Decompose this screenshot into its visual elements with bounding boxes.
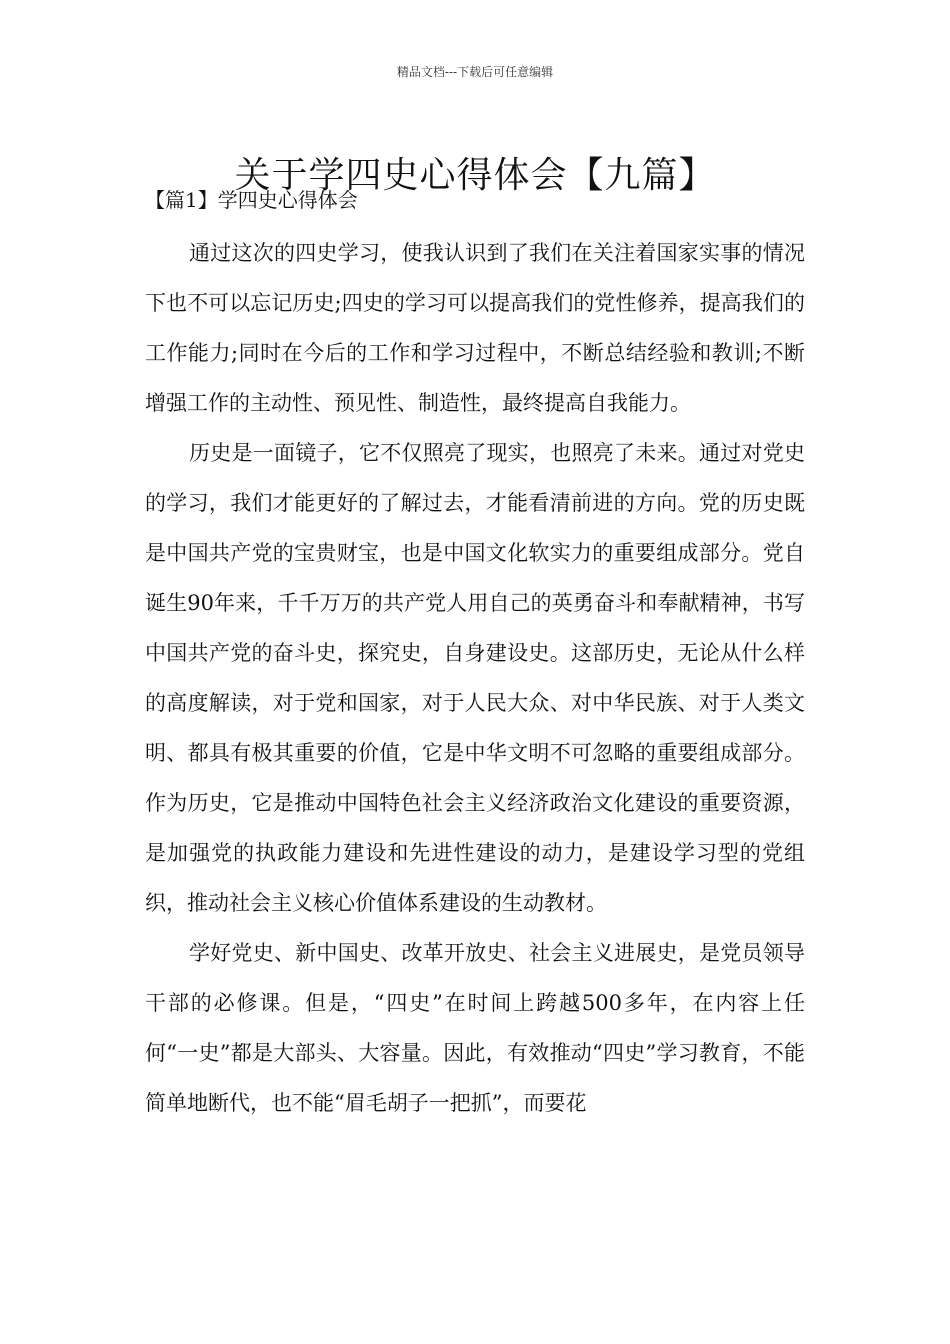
document-title: 关于学四史心得体会【九篇】 xyxy=(234,155,716,197)
paragraph-3: 学好党史、新中国史、改革开放史、社会主义进展史，是党员领导干部的必修课。但是，“四史”在时间上跨越500多年，在内容上任何“一史”都是大部头、大容量。因此，有效推动“四史”学习教育，不能简单地断代，也不能“眉毛胡子一把抓”，而要花 xyxy=(145,941,805,1115)
body-text xyxy=(145,228,805,1128)
paragraph-1: 通过这次的四史学习，使我认识到了我们在关注着国家实事的情况下也不可以忘记历史;四史的学习可以提高我们的党性修养，提高我们的工作能力;同时在今后的工作和学习过程中，不断总结经验和教训;不断增强工作的主动性、预见性、制造性，最终提高自我能力。 xyxy=(145,241,805,415)
paragraph-2: 历史是一面镜子，它不仅照亮了现实，也照亮了未来。通过对党史的学习，我们才能更好的了解过去，才能看清前进的方向。党的历史既是中国共产党的宝贵财宝，也是中国文化软实力的重要组成部分。党自诞生90年来，千千万万的共产党人用自己的英勇奋斗和奉献精神，书写中国共产党的奋斗史，探究史，自身建设史。这部历史，无论从什么样的高度解读，对于党和国家，对于人民大众、对中华民族、对于人类文明、都具有极其重要的价值，它是中华文明不可忽略的重要组成部分。作为历史，它是推动中国特色社会主义经济政治文化建设的重要资源，是加强党的执政能力建设和先进性建设的动力，是建设学习型的党组织，推动社会主义核心价值体系建设的生动教材。 xyxy=(145,441,805,915)
header-note: 精品文档---下载后可任意编辑 xyxy=(396,65,554,79)
section-heading: 【篇1】学四史心得体会 xyxy=(145,188,358,212)
